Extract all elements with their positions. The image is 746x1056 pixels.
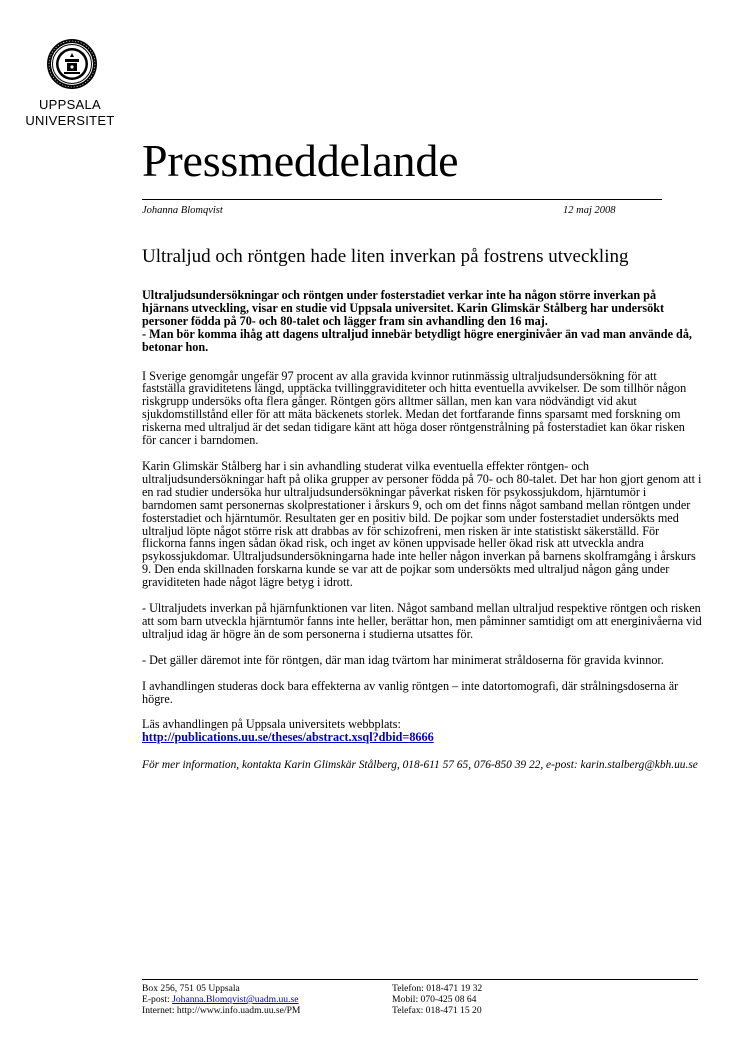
university-name-line1: UPPSALA (38, 97, 102, 112)
body-paragraph-4: - Det gäller däremot inte för röntgen, där man idag tvärtom har minimerat stråldoserna för gravida kvinnor. (142, 652, 664, 667)
body-paragraph-1: I Sverige genomgår ungefär 97 procent av alla gravida kvinnor rutinmässig ultraljudsundersökning för att fastställa graviditetens längd, upptäcka tvillinggraviditeter och hitta eventuella avvikelser. De som tillhör någon riskgrupp undersöks ofta flera gånger. Röntgen görs alltmer sällan, men kan vara nödvändigt vid akut sjukdomstillstånd eller för att mäta bäckenets storlek. Medan det fortfarande finns sparsamt med forskning om riskerna med ultraljud är det sedan tidigare känt att höga doser röntgenstrålning på fosterstadiet kan ökar risken för cancer i barndomen. (142, 368, 687, 448)
article-headline: Ultraljud och röntgen hade liten inverkan på fostrens utveckling (142, 246, 629, 267)
university-name (0, 97, 140, 129)
lead-text: Ultraljudsundersökningar och röntgen under fosterstadiet verkar inte ha någon större inverkan på hjärnans utveckling, visar en studie vid Uppsala universitet. Karin Glimskär Stålberg har undersökt personer födda på 70- och 80-talet och lägger fram sin avhandling den 16 maj. (142, 288, 665, 328)
contact-info: För mer information, kontakta Karin Glimskär Stålberg, 018-611 57 65, 076-850 39 22, e-post: karin.stalberg@kbh.uu.se (142, 759, 698, 772)
body-paragraph-3: - Ultraljudets inverkan på hjärnfunktionen var liten. Något samband mellan ultraljud respektive röntgen och risken att som barn utveckla hjärntumör fanns inte heller, berättar hon, men påminner samtidigt om att energinivåerna vid ultraljud idag är högre än de som personerna i studierna utsattes för. (142, 601, 702, 641)
author-name: Johanna Blomqvist (142, 205, 223, 216)
university-seal-logo (46, 38, 98, 90)
release-date: 12 maj 2008 (563, 205, 616, 216)
page-title: Pressmeddelande (142, 135, 459, 186)
footer-internet: Internet: http://www.info.uadm.uu.se/PM (142, 1005, 301, 1016)
footer-fax: Telefax: 018-471 15 20 (392, 1005, 482, 1016)
footer-email-label: E-post: (142, 994, 173, 1005)
lead-quote: - Man bör komma ihåg att dagens ultraljud innebär betydligt högre energinivåer än vad man använde då, betonar hon. (142, 326, 692, 354)
read-more (142, 718, 702, 744)
byline (142, 204, 622, 218)
footer-email-link[interactable]: Johanna.Blomqvist@uadm.uu.se (172, 994, 299, 1005)
university-name-line2: UNIVERSITET (25, 113, 115, 128)
footer-phone: Telefon: 018-471 19 32 (392, 983, 483, 994)
read-more-text: Läs avhandlingen på Uppsala universitets webbplats: (142, 717, 401, 732)
footer-address: Box 256, 751 05 Uppsala (142, 983, 240, 994)
header-divider (142, 199, 662, 200)
body-paragraph-2: Karin Glimskär Stålberg har i sin avhandling studerat vilka eventuella effekter röntgen- och ultraljudsundersökningar haft på olika grupper av personer födda på 70- och 80-talet. Det har hon gjort genom att i en rad studier undersöka hur ultraljudsundersökningar påverkat risken för psykossjukdom, hjärntumör i barndomen samt personernas skolprestationer i årskurs 9, och om det finns något samband mellan röntgen under fosterstadiet och hjärntumör. Resultaten ger en positiv bild. De pojkar som under fosterstadiet undersökts med ultraljud löpte något större risk att drabbas av för schizofreni, men risken är inte statistiskt säkerställd. För flickorna fanns ingen sådan ökad risk, och inget av könen uppvisade heller ökad risk att utveckla andra psykossjukdomar. Ultraljudsundersökningarna hade inte heller någon inverkan på barnens skolframgång i årskurs 9. Den enda skillnaden forskarna kunde se var att de pojkar som undersökts med ultraljud någon gång under graviditeten hade något lägre betyg i idrott. (142, 458, 702, 590)
thesis-link[interactable]: http://publications.uu.se/theses/abstract.xsql?dbid=8666 (142, 730, 434, 745)
footer-email-row (142, 994, 300, 1005)
footer-phone-column (392, 983, 482, 1016)
body-paragraph-5: I avhandlingen studeras dock bara effekterna av vanlig röntgen – inte datortomografi, där strålningsdoserna är högre. (142, 678, 679, 706)
article-body (142, 289, 702, 785)
footer-divider (142, 979, 698, 980)
lead-paragraph (142, 289, 702, 354)
footer-mobile: Mobil: 070-425 08 64 (392, 994, 477, 1005)
footer-contact-column (142, 983, 300, 1016)
